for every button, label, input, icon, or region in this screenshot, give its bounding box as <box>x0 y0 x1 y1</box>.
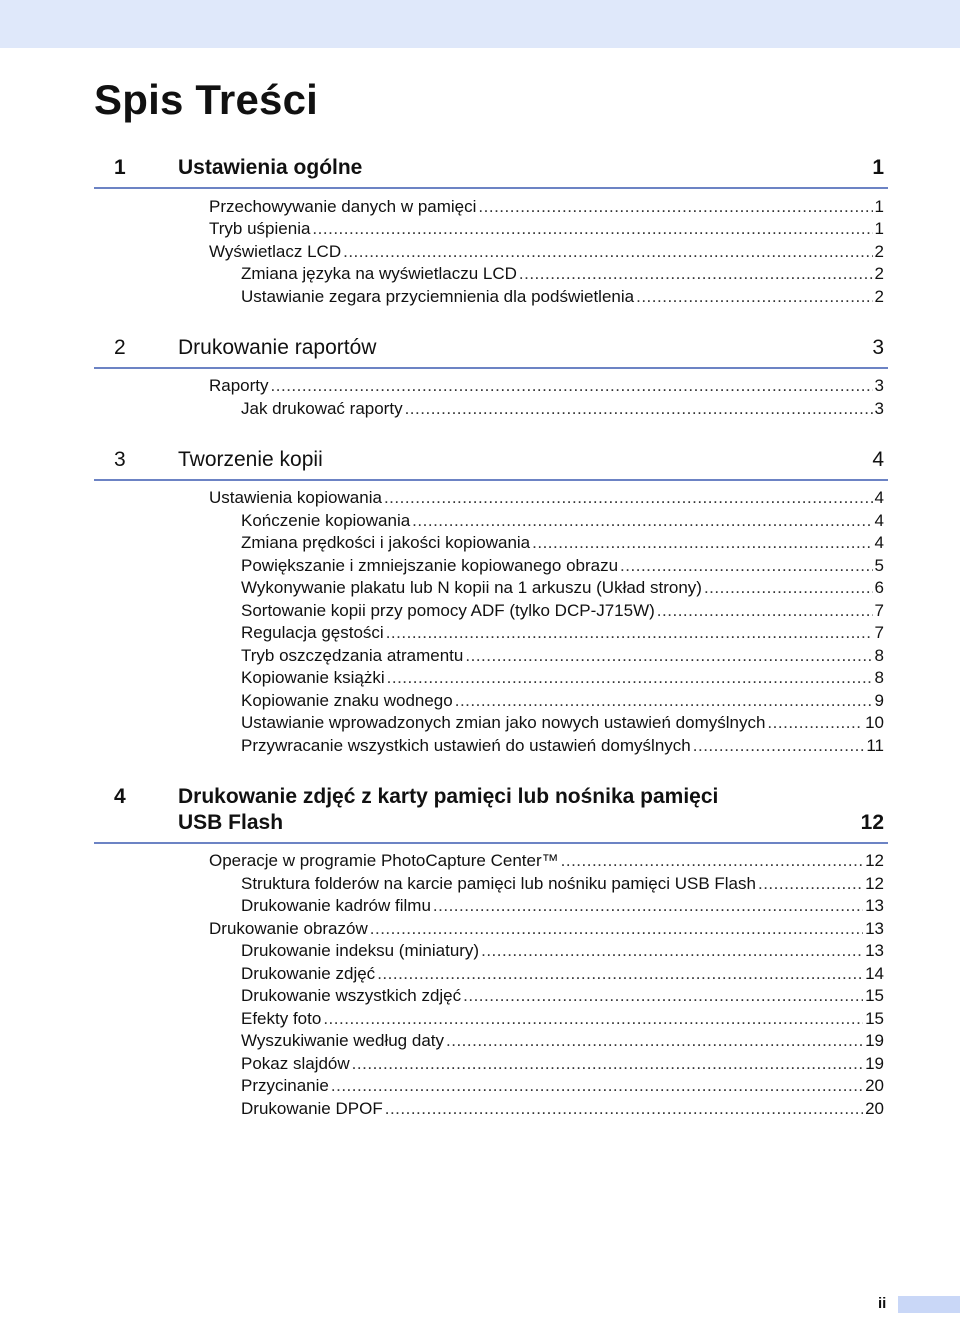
entry-label: Wykonywanie plakatu lub N kopii na 1 arkuszu (Układ strony) <box>241 578 702 597</box>
toc-subentry[interactable] <box>241 600 884 622</box>
leader-dots <box>384 487 873 509</box>
toc-subentry[interactable] <box>241 1053 884 1075</box>
entry-page: 1 <box>874 219 884 238</box>
leader-dots <box>455 690 873 712</box>
entry-label: Kopiowanie książki <box>241 668 385 687</box>
chapter-number: 3 <box>114 448 126 471</box>
chapter-number: 4 <box>114 785 126 808</box>
entry-label: Drukowanie indeksu (miniatury) <box>241 941 480 960</box>
entry-label: Tryb oszczędzania atramentu <box>241 646 464 665</box>
entry-label: Przycinanie <box>241 1076 329 1095</box>
header-band <box>0 0 960 48</box>
leader-dots <box>465 645 872 667</box>
entry-page: 4 <box>874 533 884 552</box>
leader-dots <box>519 263 873 285</box>
leader-dots <box>412 510 872 532</box>
entry-page: 15 <box>865 1009 884 1028</box>
leader-dots <box>532 532 872 554</box>
toc-subentry[interactable] <box>241 712 884 734</box>
toc-entry[interactable] <box>209 218 884 240</box>
chapter-title: Drukowanie raportów <box>178 336 377 359</box>
toc-subentry[interactable] <box>241 532 884 554</box>
leader-dots <box>463 985 863 1007</box>
leader-dots <box>312 218 872 240</box>
chapter-number: 2 <box>114 336 126 359</box>
entry-page: 5 <box>874 556 884 575</box>
entry-page: 1 <box>874 197 884 216</box>
entry-label: Kopiowanie znaku wodnego <box>241 691 453 710</box>
entry-page: 12 <box>865 851 884 870</box>
entry-label: Ustawianie wprowadzonych zmian jako nowych ustawień domyślnych <box>241 713 766 732</box>
toc-entry[interactable] <box>209 918 884 940</box>
entry-page: 4 <box>874 511 884 530</box>
toc-subentry[interactable] <box>241 873 884 895</box>
toc-entry[interactable] <box>209 196 884 218</box>
entry-page: 14 <box>865 964 884 983</box>
entry-label: Ustawianie zegara przyciemnienia dla podświetlenia <box>241 287 635 306</box>
leader-dots <box>478 196 872 218</box>
entry-label: Drukowanie zdjęć <box>241 964 376 983</box>
entry-label: Zmiana języka na wyświetlaczu LCD <box>241 264 517 283</box>
leader-dots <box>352 1053 863 1075</box>
leader-dots <box>271 375 873 397</box>
toc-subentry[interactable] <box>241 940 884 962</box>
entry-label: Wyświetlacz LCD <box>209 242 342 261</box>
entry-label: Jak drukować raporty <box>241 399 403 418</box>
entry-page: 3 <box>874 399 884 418</box>
entry-page: 7 <box>874 601 884 620</box>
entry-page: 13 <box>865 941 884 960</box>
entry-label: Efekty foto <box>241 1009 322 1028</box>
toc-subentry[interactable] <box>241 577 884 599</box>
toc-subentry[interactable] <box>241 690 884 712</box>
chapter-number: 1 <box>114 156 126 179</box>
toc-subentry[interactable] <box>241 263 884 285</box>
entry-label: Drukowanie kadrów filmu <box>241 896 431 915</box>
chapter-title-line-1: Drukowanie zdjęć z karty pamięci lub nośnika pamięci <box>178 785 719 808</box>
toc-entry[interactable] <box>209 850 884 872</box>
entry-page: 3 <box>874 376 884 395</box>
page-number: ii <box>878 1295 887 1312</box>
entry-page: 13 <box>865 919 884 938</box>
leader-dots <box>386 622 873 644</box>
entry-label: Sortowanie kopii przy pomocy ADF (tylko DCP-J715W) <box>241 601 655 620</box>
entry-page: 6 <box>874 578 884 597</box>
toc-subentry[interactable] <box>241 667 884 689</box>
entry-page: 7 <box>874 623 884 642</box>
toc-entry[interactable] <box>209 487 884 509</box>
entry-page: 2 <box>874 242 884 261</box>
entry-page: 10 <box>865 713 884 732</box>
entry-page: 13 <box>865 896 884 915</box>
toc-subentry[interactable] <box>241 985 884 1007</box>
entry-page: 20 <box>865 1076 884 1095</box>
toc-subentry[interactable] <box>241 1030 884 1052</box>
chapter-2-heading[interactable] <box>94 335 888 369</box>
entry-page: 2 <box>874 264 884 283</box>
toc-subentry[interactable] <box>241 555 884 577</box>
toc-subentry[interactable] <box>241 286 884 308</box>
chapter-3-heading[interactable] <box>94 447 888 481</box>
entry-label: Regulacja gęstości <box>241 623 384 642</box>
leader-dots <box>657 600 873 622</box>
entry-label: Operacje w programie PhotoCapture Center™ <box>209 851 559 870</box>
leader-dots <box>636 286 872 308</box>
entry-page: 2 <box>874 287 884 306</box>
entry-page: 19 <box>865 1054 884 1073</box>
chapter-page: 4 <box>872 448 884 471</box>
page-tab-marker <box>898 1296 960 1313</box>
toc-subentry[interactable] <box>241 510 884 532</box>
toc-subentry[interactable] <box>241 963 884 985</box>
entry-label: Zmiana prędkości i jakości kopiowania <box>241 533 531 552</box>
entry-page: 11 <box>866 736 884 755</box>
leader-dots <box>385 1098 863 1120</box>
entry-label: Kończenie kopiowania <box>241 511 411 530</box>
toc-entry[interactable] <box>209 375 884 397</box>
leader-dots <box>481 940 863 962</box>
entry-page: 4 <box>874 488 884 507</box>
toc-subentry[interactable] <box>241 1098 884 1120</box>
toc-subentry[interactable] <box>241 735 884 757</box>
leader-dots <box>331 1075 863 1097</box>
entry-label: Drukowanie obrazów <box>209 919 368 938</box>
chapter-title: Tworzenie kopii <box>178 448 323 471</box>
leader-dots <box>387 667 873 689</box>
leader-dots <box>405 398 873 420</box>
leader-dots <box>620 555 872 577</box>
leader-dots <box>377 963 863 985</box>
leader-dots <box>370 918 863 940</box>
chapter-title-line-2: USB Flash <box>178 811 284 834</box>
entry-label: Struktura folderów na karcie pamięci lub nośniku pamięci USB Flash <box>241 874 756 893</box>
toc-subentry[interactable] <box>241 1008 884 1030</box>
entry-label: Przechowywanie danych w pamięci <box>209 197 477 216</box>
leader-dots <box>561 850 863 872</box>
entry-page: 20 <box>865 1099 884 1118</box>
toc-subentry[interactable] <box>241 895 884 917</box>
toc-subentry[interactable] <box>241 398 884 420</box>
toc-subentry[interactable] <box>241 1075 884 1097</box>
leader-dots <box>446 1030 863 1052</box>
leader-dots <box>704 577 873 599</box>
entry-page: 19 <box>865 1031 884 1050</box>
entry-page: 9 <box>874 691 884 710</box>
chapter-page: 1 <box>872 156 884 179</box>
entry-label: Drukowanie wszystkich zdjęć <box>241 986 462 1005</box>
toc-subentry[interactable] <box>241 645 884 667</box>
entry-label: Wyszukiwanie według daty <box>241 1031 444 1050</box>
entry-label: Raporty <box>209 376 269 395</box>
leader-dots <box>758 873 863 895</box>
leader-dots <box>323 1008 863 1030</box>
leader-dots <box>433 895 863 917</box>
leader-dots <box>343 241 872 263</box>
chapter-page: 3 <box>872 336 884 359</box>
chapter-title: Ustawienia ogólne <box>178 156 363 179</box>
entry-label: Tryb uśpienia <box>209 219 311 238</box>
leader-dots <box>693 735 865 757</box>
entry-label: Przywracanie wszystkich ustawień do ustawień domyślnych <box>241 736 691 755</box>
chapter-1-heading[interactable] <box>94 155 888 189</box>
entry-page: 8 <box>874 646 884 665</box>
toc-entry[interactable] <box>209 241 884 263</box>
page-title: Spis Treści <box>94 76 318 123</box>
chapter-4-heading[interactable] <box>94 784 888 844</box>
toc-subentry[interactable] <box>241 622 884 644</box>
entry-page: 12 <box>865 874 884 893</box>
entry-label: Powiększanie i zmniejszanie kopiowanego obrazu <box>241 556 619 575</box>
entry-page: 15 <box>865 986 884 1005</box>
entry-label: Pokaz slajdów <box>241 1054 350 1073</box>
entry-label: Drukowanie DPOF <box>241 1099 383 1118</box>
entry-page: 8 <box>874 668 884 687</box>
entry-label: Ustawienia kopiowania <box>209 488 382 507</box>
chapter-page: 12 <box>860 811 884 834</box>
leader-dots <box>767 712 863 734</box>
